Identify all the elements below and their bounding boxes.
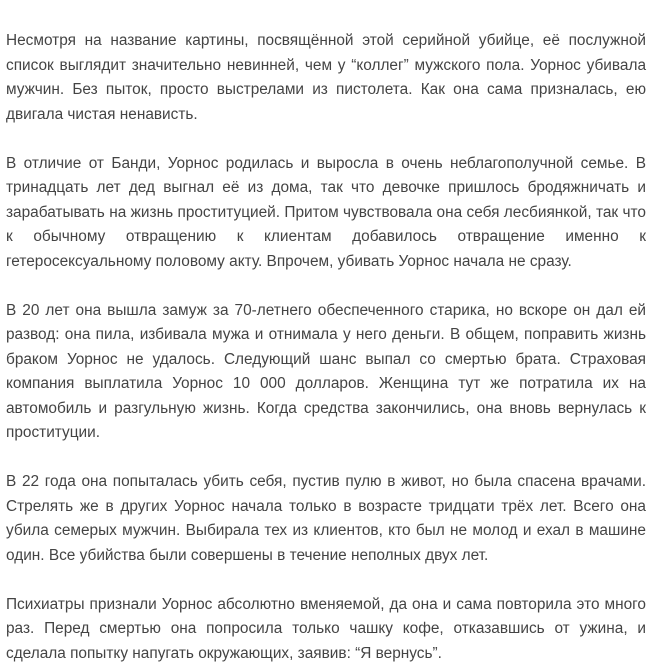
- article-body: [6, 29, 646, 666]
- article-paragraph-5: Психиатры признали Уорнос абсолютно вменяемой, да она и сама повторила это много раз. Перед смертью она попросила только чашку кофе, отказавшись от ужина, и сделала попытку напугать окружающих, заявив: “Я вернусь”.: [6, 593, 646, 666]
- article-paragraph-1: Несмотря на название картины, посвящённой этой серийной убийце, её послужной список выглядит значительно невинней, чем у “коллег” мужского пола. Уорнос убивала мужчин. Без пыток, просто выстрелами из пистолета. Как она сама призналась, ею двигала чистая ненависть.: [6, 29, 646, 127]
- article-paragraph-4: В 22 года она попыталась убить себя, пустив пулю в живот, но была спасена врачами. Стрелять же в других Уорнос начала только в возрасте тридцати трёх лет. Всего она убила семерых мужчин. Выбирала тех из клиентов, кто был не молод и ехал в машине один. Все убийства были совершены в течение неполных двух лет.: [6, 470, 646, 568]
- article-paragraph-2: В отличие от Банди, Уорнос родилась и выросла в очень неблагополучной семье. В тринадцать лет дед выгнал её из дома, так что девочке пришлось бродяжничать и зарабатывать на жизнь проституцией. Притом чувствовала она себя лесбиянкой, так что к обычному отвращению к клиентам добавилось отвращение именно к гетеросексуальному половому акту. Впрочем, убивать Уорнос начала не сразу.: [6, 152, 646, 275]
- article-paragraph-3: В 20 лет она вышла замуж за 70-летнего обеспеченного старика, но вскоре он дал ей развод: она пила, избивала мужа и отнимала у него деньги. В общем, поправить жизнь браком Уорнос не удалось. Следующий шанс выпал со смертью брата. Страховая компания выплатила Уорнос 10 000 долларов. Женщина тут же потратила их на автомобиль и разгульную жизнь. Когда средства закончились, она вновь вернулась к проституции.: [6, 299, 646, 446]
